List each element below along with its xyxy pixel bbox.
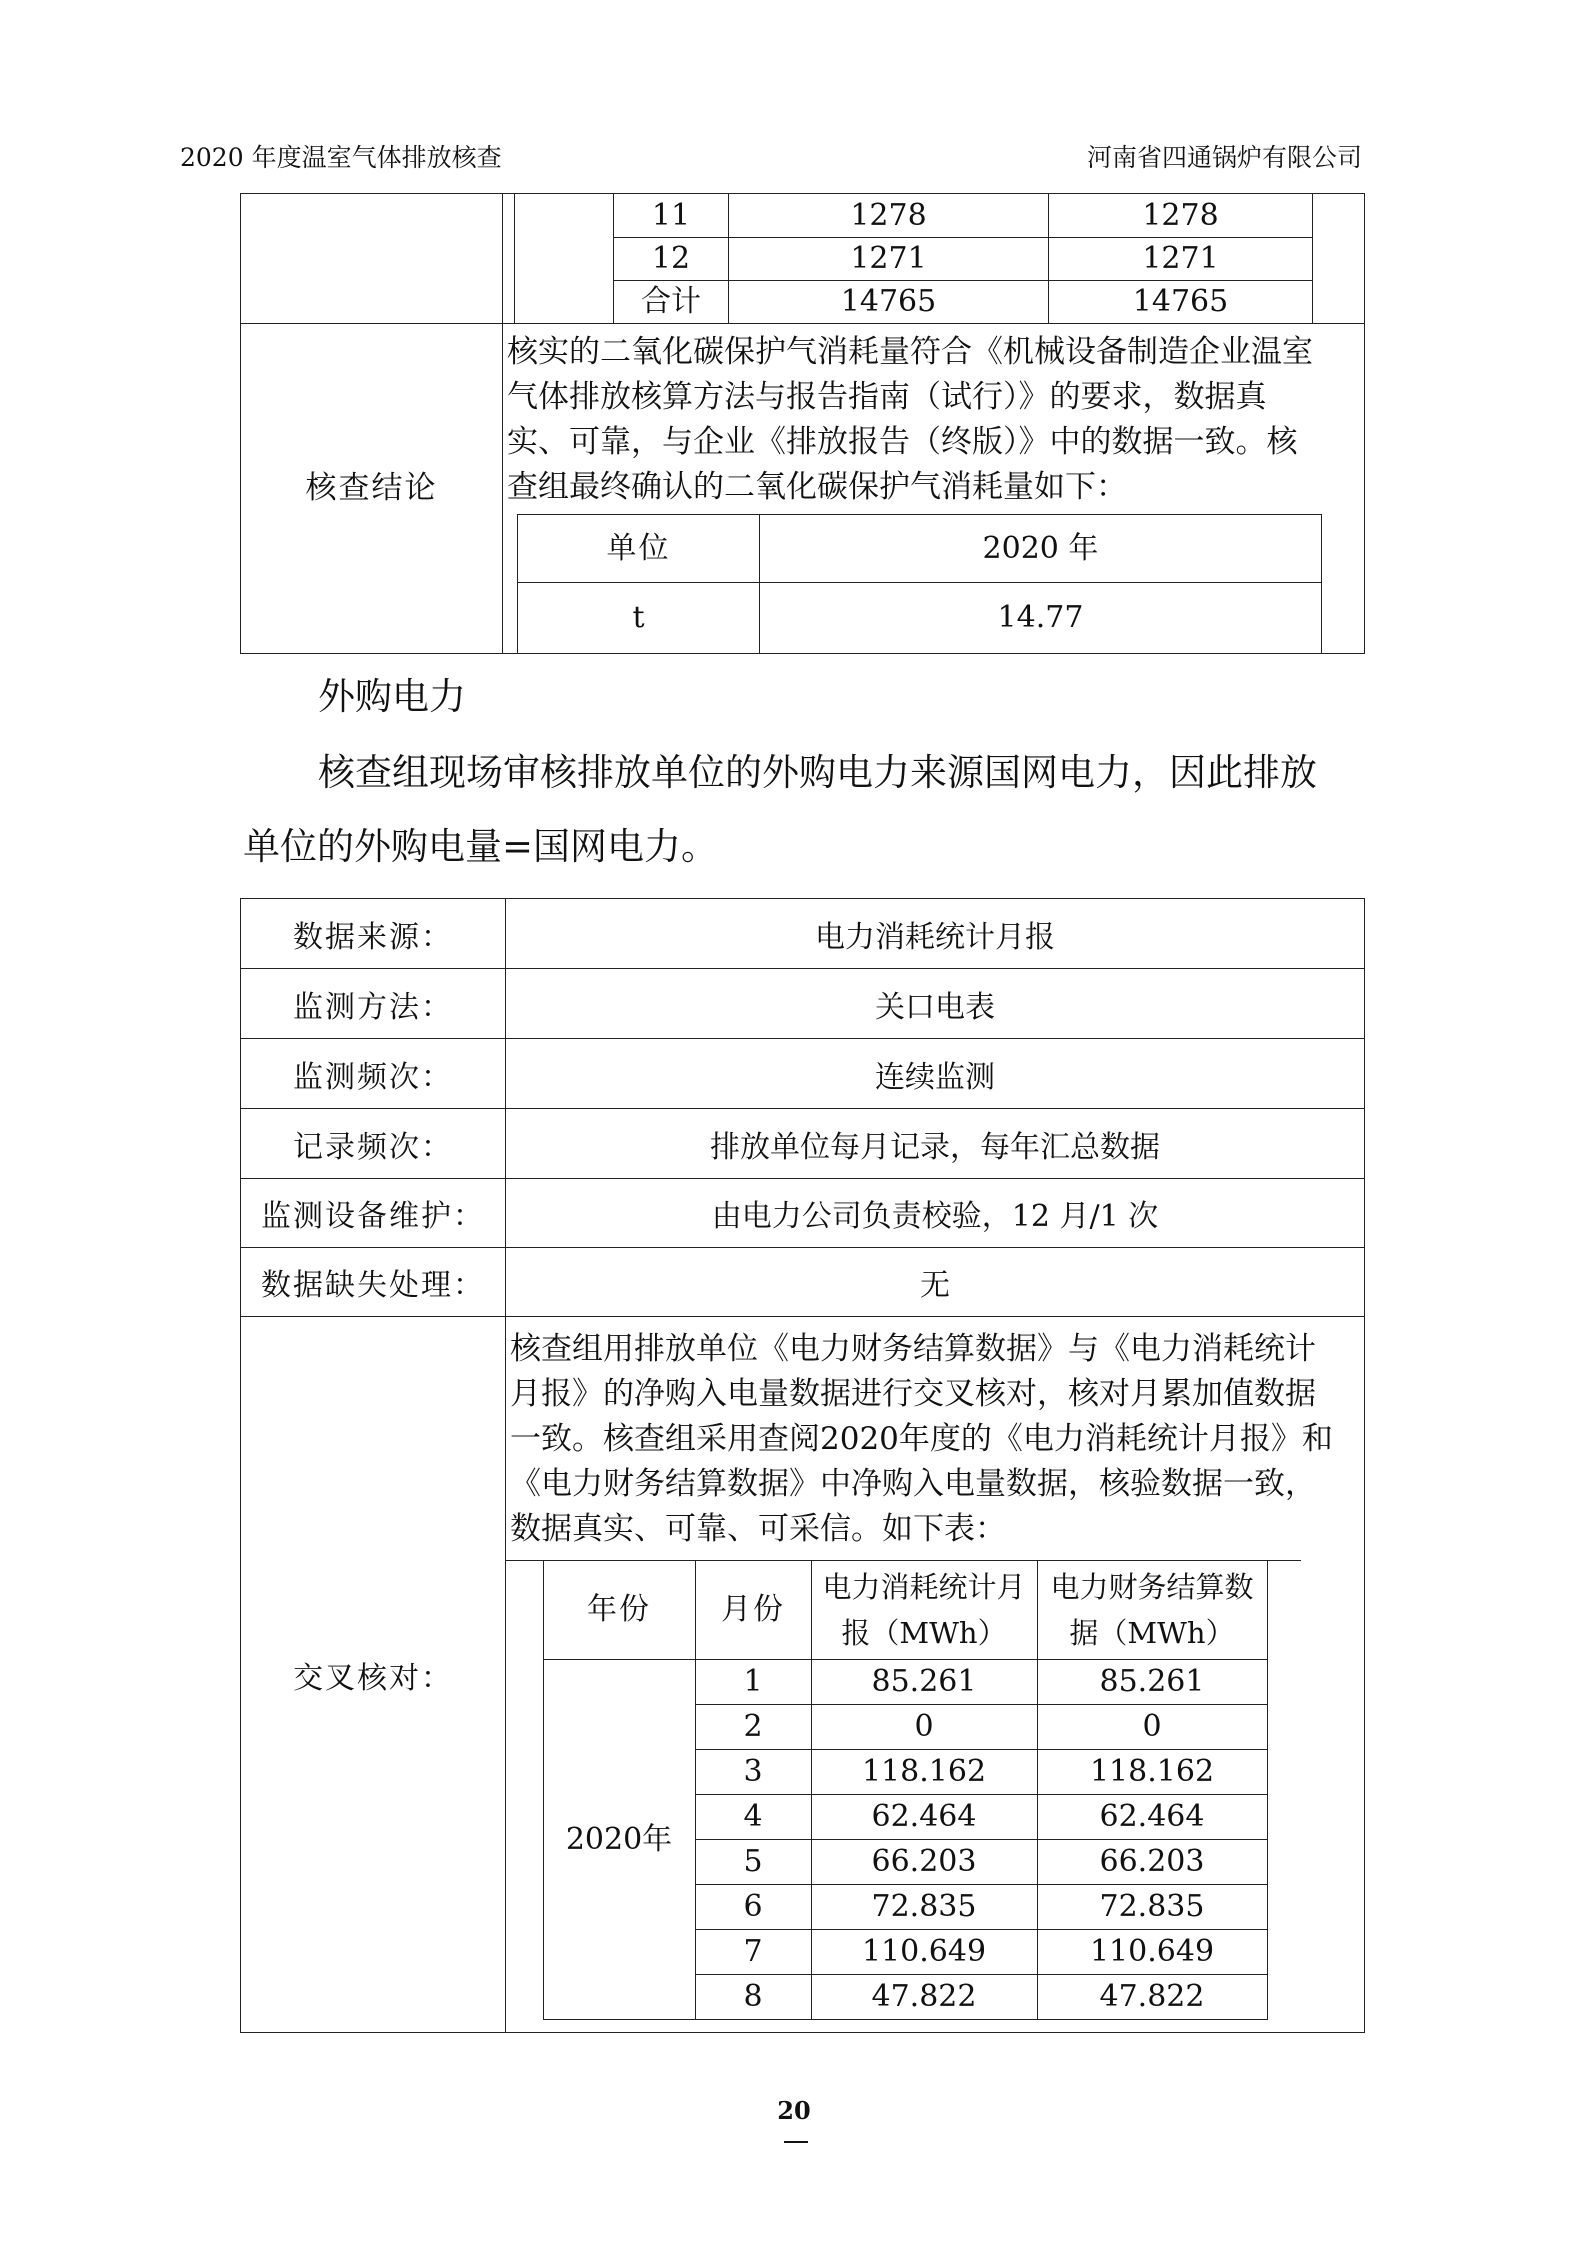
month-cell: 11: [614, 194, 729, 238]
finance-value: 66.203: [1037, 1840, 1267, 1885]
month-header: 月份: [695, 1561, 811, 1660]
electricity-table: [240, 898, 1365, 2033]
finance-value: 62.464: [1037, 1795, 1267, 1840]
section-title: 外购电力: [318, 675, 466, 718]
conclusion-label: 核查结论: [241, 324, 503, 654]
text-line: 核实的二氧化碳保护气消耗量符合《机械设备制造企业温室: [507, 334, 1313, 370]
row-value: 关口电表: [506, 969, 1365, 1039]
year-cell: 2020年: [543, 1660, 695, 2020]
header-line: 报（MWh）: [841, 1616, 1007, 1650]
table-row: [241, 194, 1365, 238]
stat-value: 110.649: [811, 1930, 1037, 1975]
year-header: 年份: [543, 1561, 695, 1660]
unit-value: t: [518, 583, 760, 653]
result-table: [517, 514, 1322, 653]
month-cell: 7: [695, 1930, 811, 1975]
text-line: 气体排放核算方法与报告指南（试行）》的要求，数据真: [507, 379, 1267, 415]
row-value: 排放单位每月记录，每年汇总数据: [506, 1109, 1365, 1179]
value-cell: 1278: [1049, 194, 1313, 238]
blank-cell: [1267, 1561, 1301, 2020]
blank-cell: [515, 194, 614, 324]
header-line: 电力财务结算数: [1050, 1570, 1254, 1604]
total-label: 合计: [614, 281, 729, 324]
stat-value: 118.162: [811, 1750, 1037, 1795]
header-title: 2020 年度温室气体排放核查: [180, 143, 502, 172]
month-cell: 3: [695, 1750, 811, 1795]
text-line: 《电力财务结算数据》中净购入电量数据，核验数据一致，: [510, 1466, 1316, 1502]
conclusion-cell: [503, 324, 1365, 654]
row-label: 监测设备维护：: [241, 1179, 506, 1248]
table-row: [241, 899, 1365, 969]
month-cell: 8: [695, 1975, 811, 2020]
year-header: 2020 年: [760, 515, 1322, 583]
cross-check-cell: [506, 1317, 1365, 2033]
finance-value: 47.822: [1037, 1975, 1267, 2020]
page-number: 20: [777, 2096, 811, 2125]
table-row: [241, 1179, 1365, 1248]
month-cell: 12: [614, 238, 729, 281]
table-row: [241, 324, 1365, 654]
month-cell: 5: [695, 1840, 811, 1885]
text-line: 月报》的净购入电量数据进行交叉核对，核对月累加值数据: [510, 1376, 1316, 1412]
month-cell: 1: [695, 1660, 811, 1705]
finance-value: 110.649: [1037, 1930, 1267, 1975]
table-row: [518, 583, 1322, 653]
total-value: 14765: [729, 281, 1049, 324]
header-line: 据（MWh）: [1069, 1616, 1235, 1650]
cross-check-label: 交叉核对：: [241, 1317, 506, 2033]
paragraph-line: 核查组现场审核排放单位的外购电力来源国网电力，因此排放: [318, 751, 1317, 794]
finance-value: 0: [1037, 1705, 1267, 1750]
stat-value: 85.261: [811, 1660, 1037, 1705]
table-row: [505, 1660, 1301, 1705]
result-value: 14.77: [760, 583, 1322, 653]
text-line: 数据真实、可靠、可采信。如下表：: [510, 1511, 1006, 1547]
blank-cell: [505, 1561, 543, 2020]
row-label: 记录频次：: [241, 1109, 506, 1179]
month-cell: 4: [695, 1795, 811, 1840]
row-value: 电力消耗统计月报: [506, 899, 1365, 969]
row-label: 监测方法：: [241, 969, 506, 1039]
table-row: [518, 515, 1322, 583]
month-cell: 2: [695, 1705, 811, 1750]
stat-value: 66.203: [811, 1840, 1037, 1885]
table-row: [241, 1248, 1365, 1317]
conclusion-text: [503, 324, 1364, 514]
header-company: 河南省四通锅炉有限公司: [1086, 143, 1362, 172]
row-label: 数据来源：: [241, 899, 506, 969]
gas-consumption-table: [240, 193, 1365, 654]
row-label: 监测频次：: [241, 1039, 506, 1109]
total-value: 14765: [1049, 281, 1313, 324]
finance-value: 72.835: [1037, 1885, 1267, 1930]
table-row: [241, 1317, 1365, 2033]
blank-cell: [241, 194, 503, 324]
row-value: 连续监测: [506, 1039, 1365, 1109]
stat-value: 62.464: [811, 1795, 1037, 1840]
stat-report-header: [811, 1561, 1037, 1660]
value-cell: 1271: [1049, 238, 1313, 281]
blank-cell: [503, 194, 515, 324]
table-row: [241, 969, 1365, 1039]
row-label: 数据缺失处理：: [241, 1248, 506, 1317]
value-cell: 1278: [729, 194, 1049, 238]
text-line: 核查组用排放单位《电力财务结算数据》与《电力消耗统计: [510, 1331, 1316, 1367]
value-cell: 1271: [729, 238, 1049, 281]
table-row: [241, 1109, 1365, 1179]
table-header-row: [505, 1561, 1301, 1660]
text-line: 一致。核查组采用查阅2020年度的《电力消耗统计月报》和: [510, 1421, 1333, 1457]
text-line: 查组最终确认的二氧化碳保护气消耗量如下：: [507, 469, 1127, 505]
stat-value: 0: [811, 1705, 1037, 1750]
cross-check-text: [506, 1317, 1364, 1560]
header-line: 电力消耗统计月: [822, 1570, 1026, 1604]
unit-header: 单位: [518, 515, 760, 583]
page-number-underline: [784, 2141, 808, 2143]
month-cell: 6: [695, 1885, 811, 1930]
text-line: 实、可靠，与企业《排放报告（终版）》中的数据一致。核: [507, 424, 1298, 460]
row-value: 由电力公司负责校验，12 月/1 次: [506, 1179, 1365, 1248]
stat-value: 72.835: [811, 1885, 1037, 1930]
finance-value: 118.162: [1037, 1750, 1267, 1795]
finance-value: 85.261: [1037, 1660, 1267, 1705]
row-value: 无: [506, 1248, 1365, 1317]
cross-check-table: [505, 1560, 1301, 2020]
paragraph-line: 单位的外购电量=国网电力。: [243, 825, 719, 868]
finance-header: [1037, 1561, 1267, 1660]
blank-cell: [1313, 194, 1365, 324]
table-row: [241, 1039, 1365, 1109]
stat-value: 47.822: [811, 1975, 1037, 2020]
